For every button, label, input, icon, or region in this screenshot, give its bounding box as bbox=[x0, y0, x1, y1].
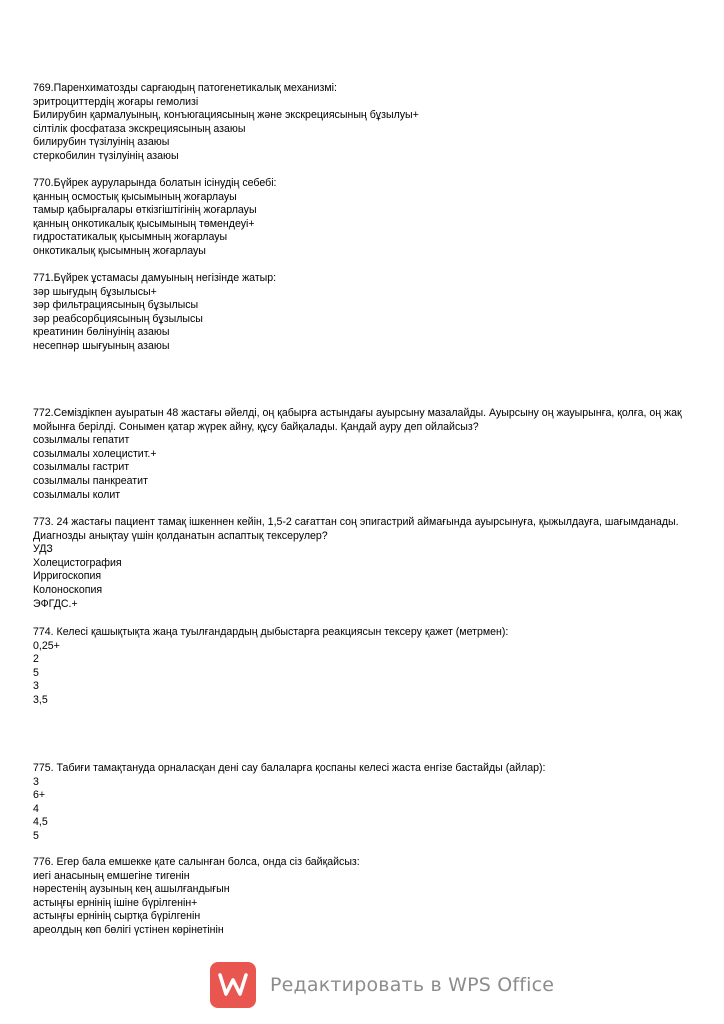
answer-option: созылмалы гастрит bbox=[33, 461, 130, 474]
answer-option: онкотикалық қысымның жоғарлауы bbox=[33, 244, 206, 257]
answer-option: Ирригоскопия bbox=[33, 570, 102, 583]
answer-option: зәр фильтрациясының бұзылысы bbox=[33, 299, 199, 312]
answer-option: 4 bbox=[33, 802, 39, 815]
answer-option: билирубин түзілуінің азаюы bbox=[33, 136, 170, 149]
edit-in-wps-button[interactable] bbox=[210, 962, 555, 1008]
answer-option: Холецистография bbox=[33, 556, 122, 569]
answer-option: 3,5 bbox=[33, 693, 48, 706]
answer-option: 3 bbox=[33, 775, 39, 788]
question-stem: 775. Табиғи тамақтануда орналасқан дені сау балаларға қоспаны келесі жаста енгізе бастайды (айлар): bbox=[33, 762, 546, 774]
answer-option: зәр шығудың бұзылысы+ bbox=[33, 285, 157, 298]
question-stem: 770.Бүйрек ауруларында болатын ісінудің себебі: bbox=[33, 177, 277, 189]
question-769 bbox=[33, 82, 693, 164]
answer-option: қанның осмостық қысымының жоғарлауы bbox=[33, 190, 237, 203]
answer-option: созылмалы гепатит bbox=[33, 434, 130, 447]
answer-option: 4,5 bbox=[33, 816, 48, 829]
question-stem: 774. Келесі қашықтықта жаңа туылғандардың дыбыстарға реакциясын тексеру қажет (метрмен): bbox=[33, 626, 509, 638]
answer-option: Колоноскопия bbox=[33, 583, 103, 596]
question-773 bbox=[33, 516, 693, 611]
edit-in-wps-label: Редактировать в WPS Office bbox=[270, 974, 555, 996]
answer-option: 0,25+ bbox=[33, 639, 60, 652]
answer-option: тамыр қабырғалары өткізгіштігінің жоғарлауы bbox=[33, 204, 257, 217]
question-stem: 771.Бүйрек ұстамасы дамуының негізінде жатыр: bbox=[33, 272, 277, 284]
answer-option: 6+ bbox=[33, 789, 46, 802]
answer-option: 5 bbox=[33, 829, 39, 842]
answer-option: зәр реабсорбциясының бұзылысы bbox=[33, 312, 203, 325]
answer-option: 5 bbox=[33, 666, 39, 679]
answer-option: УДЗ bbox=[33, 543, 53, 556]
answer-option: гидростатикалық қысымның жоғарлауы bbox=[33, 231, 228, 244]
question-stem: 772.Семіздікпен ауыратын 48 жастағы әйелді, оң қабырға астындағы ауырсыну мазалайды. Ауырсыну оң жауырынға, қолға, оң жақ мойынға берілді. Сонымен қатар жүрек айну, құсу байқалады. Қандай ауру деп ойлайсыз? bbox=[33, 407, 682, 433]
answer-option: созылмалы холецистит.+ bbox=[33, 447, 157, 460]
question-775 bbox=[33, 762, 693, 844]
answer-option: ЭФГДС.+ bbox=[33, 597, 78, 610]
wps-logo-icon bbox=[210, 962, 256, 1008]
question-771 bbox=[33, 272, 693, 354]
answer-option: несепнәр шығуының азаюы bbox=[33, 339, 170, 352]
answer-option: нәрестенің аузының кең ашылғандығын bbox=[33, 883, 230, 896]
answer-option: Билирубин қармалуының, конъюгациясының және экскрециясының бұзылуы+ bbox=[33, 109, 419, 122]
answer-option: астыңғы ернінің сыртқа бүрілгенін bbox=[33, 910, 201, 923]
answer-option: ареолдың көп бөлігі үстінен көрінетінін bbox=[33, 923, 224, 936]
question-stem: 773. 24 жастағы пациент тамақ ішкеннен кейін, 1,5-2 сағаттан соң эпигастрий аймағында ауырсынуға, қыжылдауға, шағымданады. Диагнозды анықтау үшін қолданатын аспаптық тексерулер? bbox=[33, 516, 679, 542]
answer-option: 2 bbox=[33, 653, 39, 666]
question-774 bbox=[33, 626, 693, 708]
question-776 bbox=[33, 856, 693, 938]
question-stem: 776. Егер бала емшекке қате салынған болса, онда сіз байқайсыз: bbox=[33, 856, 360, 868]
answer-option: қанның онкотикалық қысымының төмендеуі+ bbox=[33, 217, 255, 230]
answer-option: стеркобилин түзілуінің азаюы bbox=[33, 149, 179, 162]
answer-option: созылмалы колит bbox=[33, 488, 121, 501]
answer-option: 3 bbox=[33, 680, 39, 693]
answer-option: эритроциттердің жоғары гемолизі bbox=[33, 95, 199, 108]
answer-option: созылмалы панкреатит bbox=[33, 474, 148, 487]
answer-option: сілтілік фосфатаза экскрециясының азаюы bbox=[33, 122, 246, 135]
question-772 bbox=[33, 407, 693, 502]
question-stem: 769.Паренхиматозды сарғаюдың патогенетикалық механизмі: bbox=[33, 82, 337, 94]
question-770 bbox=[33, 177, 693, 259]
answer-option: креатинин бөлінуінің азаюы bbox=[33, 326, 170, 339]
answer-option: иегі анасының емшегіне тигенін bbox=[33, 869, 190, 882]
answer-option: астыңғы ернінің ішіне бүрілгенін+ bbox=[33, 896, 198, 909]
